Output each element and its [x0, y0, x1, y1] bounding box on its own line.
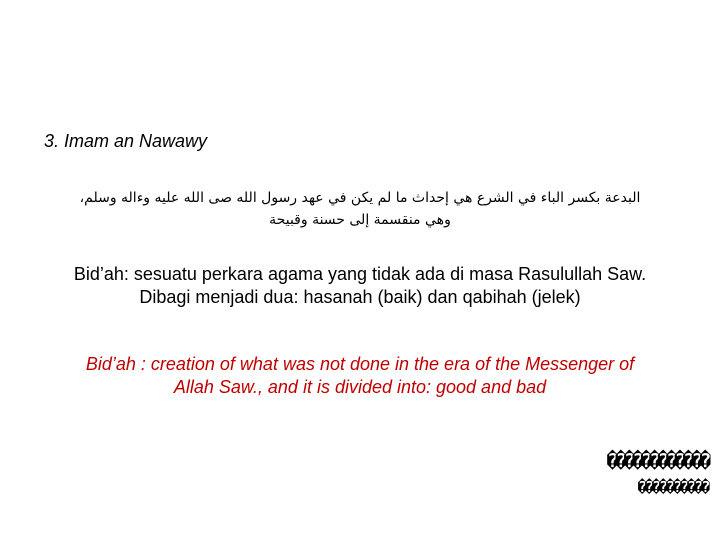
arabic-quote — [30, 187, 690, 231]
english-translation-line-1: Bid’ah : creation of what was not done in the era of the Messenger of — [85, 354, 635, 374]
section-heading: 3. Imam an Nawawy — [44, 131, 208, 151]
indonesian-translation-line-2: Dibagi menjadi dua: hasanah (baik) dan qabihah (jelek) — [139, 287, 581, 307]
indonesian-translation-line-1: Bid’ah: sesuatu perkara agama yang tidak ada di masa Rasulullah Saw. — [73, 264, 647, 284]
glyph-line-1: ������������ — [606, 450, 708, 472]
arabic-quote-line-1: البدعة بكسر الباء في الشرع هي إحداث ما لم يكن في عهد رسول الله صى الله عليه وءاله وسلم، — [79, 190, 641, 206]
unrendered-glyph-text — [607, 448, 708, 500]
english-translation — [20, 353, 700, 399]
arabic-quote-line-2: وهي منقسمة إلى حسنة وقبيحة — [269, 212, 451, 228]
english-translation-line-2: Allah Saw., and it is divided into: good and bad — [173, 377, 547, 397]
glyph-line-2: ���������� — [637, 478, 708, 496]
indonesian-translation — [20, 263, 700, 309]
